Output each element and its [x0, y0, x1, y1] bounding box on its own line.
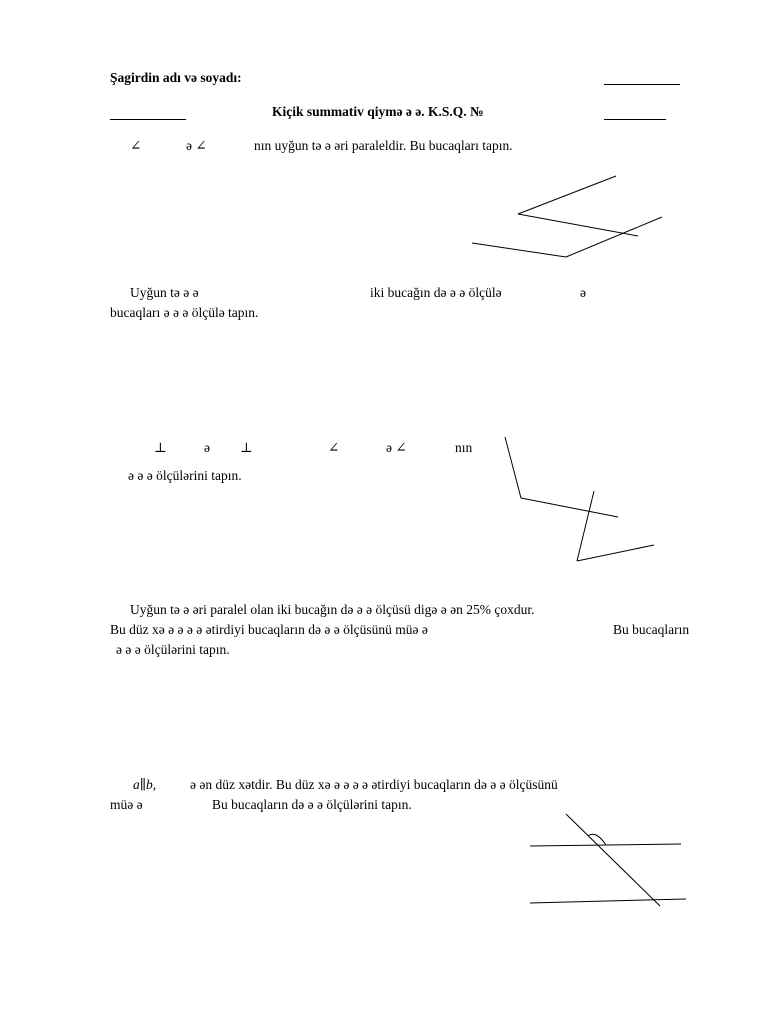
q2-text-b: iki bucağın də ə ə ölçülə	[370, 285, 502, 300]
q5-text-line2a: müə ə	[110, 797, 143, 812]
q2-text-a: Uyğun tə ə ə	[130, 285, 199, 300]
q3-perp-2: ⊥	[240, 440, 253, 455]
q3-text-line2: ə ə ə ölçülərini tapın.	[128, 468, 242, 483]
q4-text-line2b: Bu bucaqların	[613, 622, 690, 637]
q2-text-line2: bucaqları ə ə ə ölçülə tapın.	[110, 305, 259, 320]
q5-parallel-ab: a∥b,	[133, 777, 157, 792]
q3-perp-1: ⊥	[154, 440, 167, 455]
student-name-label: Şagirdin adı və soyadı:	[110, 70, 242, 85]
q5-angle-arc	[588, 834, 606, 845]
q1-text: nın uyğun tə ə əri paraleldir. Bu bucaqları tapın.	[254, 138, 513, 153]
q1-and-angle: ə ∠	[186, 138, 207, 153]
q4-text-line3: ə ə ə ölçülərini tapın.	[116, 642, 230, 657]
q1-angle-symbol: ∠	[130, 138, 142, 153]
q5-line-b	[530, 899, 686, 903]
q3-nin: nın	[455, 440, 473, 455]
q3-and-angle-2: ə ∠	[386, 440, 407, 455]
q4-text-line1: Uyğun tə ə əri paralel olan iki bucağın də ə ə ölçüsü digə ə ən 25% çoxdur.	[130, 602, 535, 617]
q4-text-line2a: Bu düz xə ə ə ə ə ətirdiyi bucaqların də ə ə ölçüsünü müə ə	[110, 622, 428, 637]
q5-text-line2b: Bu bucaqların də ə ə ölçülərini tapın.	[212, 797, 412, 812]
q5-text-line1: ə ən düz xətdir. Bu düz xə ə ə ə ə ətirdiyi bucaqların də ə ə ölçüsünü	[190, 777, 558, 792]
q5-transversal	[566, 814, 660, 906]
q3-and-1: ə	[204, 440, 210, 455]
q3-angle-1: ∠	[328, 440, 340, 455]
page-title: Kiçik summativ qiymə ə ə. K.S.Q. №	[272, 104, 484, 119]
q2-text-c: ə	[580, 285, 586, 300]
